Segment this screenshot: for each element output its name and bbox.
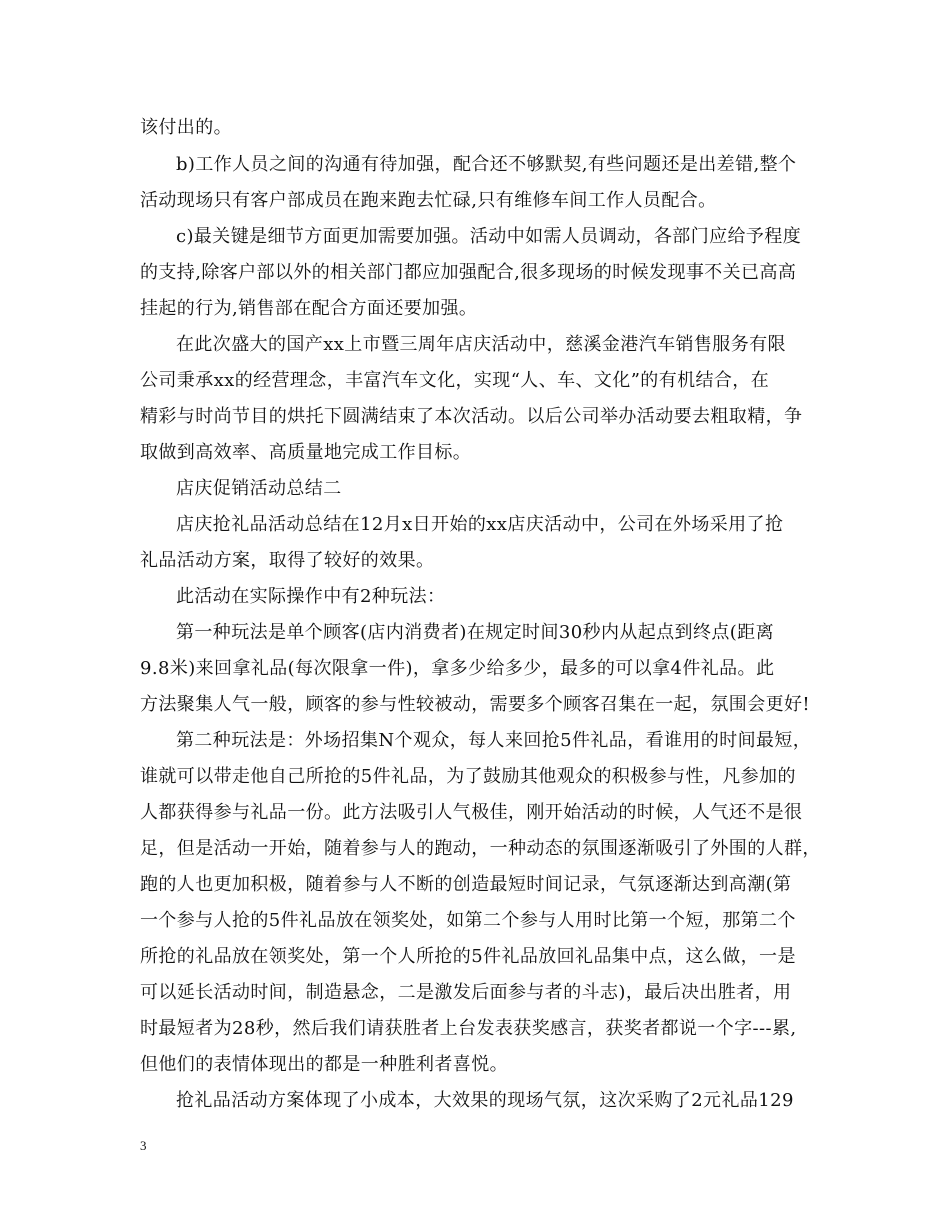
text-line: 挂起的行为,销售部在配合方面还要加强。 [140,298,478,319]
text-line: 所抢的礼品放在领奖处，第一个人所抢的5件礼品放回礼品集中点，这么做，一是 [140,946,796,967]
text-line: c)最关键是细节方面更加需要加强。活动中如需人员调动，各部门应给予程度 [176,226,802,247]
text-line: 礼品活动方案，取得了较好的效果。 [140,550,435,571]
text-line: 可以延长活动时间，制造悬念，二是激发后面参与者的斗志)，最后决出胜者，用 [140,982,792,1003]
text-line: 方法聚集人气一般，顾客的参与性较被动，需要多个顾客召集在一起，氛围会更好! [140,694,811,715]
text-line: b)工作人员之间的沟通有待加强，配合还不够默契,有些问题还是出差错,整个 [176,154,797,175]
text-line: 的支持,除客户部以外的相关部门都应加强配合,很多现场的时候发现事不关已高高 [140,262,797,283]
text-line: 9.8米)来回拿礼品(每次限拿一件)，拿多少给多少，最多的可以拿4件礼品。此 [140,658,775,679]
page-number: 3 [140,1138,147,1153]
text-line: 谁就可以带走他自己所抢的5件礼品，为了鼓励其他观众的积极参与性，凡参加的 [140,766,796,787]
text-line: 一个参与人抢的5件礼品放在领奖处，如第二个参与人用时比第一个短，那第二个 [140,910,796,931]
section-heading: 店庆促销活动总结二 [176,478,342,499]
text-line: 第二种玩法是：外场招集N个观众，每人来回抢5件礼品，看谁用的时间最短， [176,730,812,751]
text-line: 跑的人也更加积极，随着参与人不断的创造最短时间记录，气氛逐渐达到高潮(第 [140,874,792,895]
text-line: 足，但是活动一开始，随着参与人的跑动，一种动态的氛围逐渐吸引了外围的人群， [140,838,821,859]
text-line: 在此次盛大的国产xx上市暨三周年店庆活动中，慈溪金港汽车销售服务有限 [176,334,786,355]
text-line: 公司秉承xx的经营理念，丰富汽车文化，实现“人、车、文化”的有机结合，在 [140,370,770,391]
text-line: 此活动在实际操作中有2种玩法： [176,586,446,607]
text-line: 活动现场只有客户部成员在跑来跑去忙碌,只有维修车间工作人员配合。 [140,190,717,211]
text-line: 第一种玩法是单个顾客(店内消费者)在规定时间30秒内从起点到终点(距离 [176,622,774,643]
text-line: 时最短者为28秒，然后我们请获胜者上台发表获奖感言，获奖者都说一个字---累, [140,1018,797,1039]
text-line: 但他们的表情体现出的都是一种胜利者喜悦。 [140,1054,508,1075]
text-line: 该付出的。 [140,117,232,138]
text-line: 取做到高效率、高质量地完成工作目标。 [140,442,472,463]
text-line: 人都获得参与礼品一份。此方法吸引人气极佳，刚开始活动的时候，人气还不是很 [140,802,803,823]
text-line: 抢礼品活动方案体现了小成本，大效果的现场气氛，这次采购了2元礼品129 [176,1090,794,1111]
text-line: 店庆抢礼品活动总结在12月x日开始的xx店庆活动中，公司在外场采用了抢 [176,514,784,535]
text-line: 精彩与时尚节目的烘托下圆满结束了本次活动。以后公司举办活动要去粗取精，争 [140,406,803,427]
